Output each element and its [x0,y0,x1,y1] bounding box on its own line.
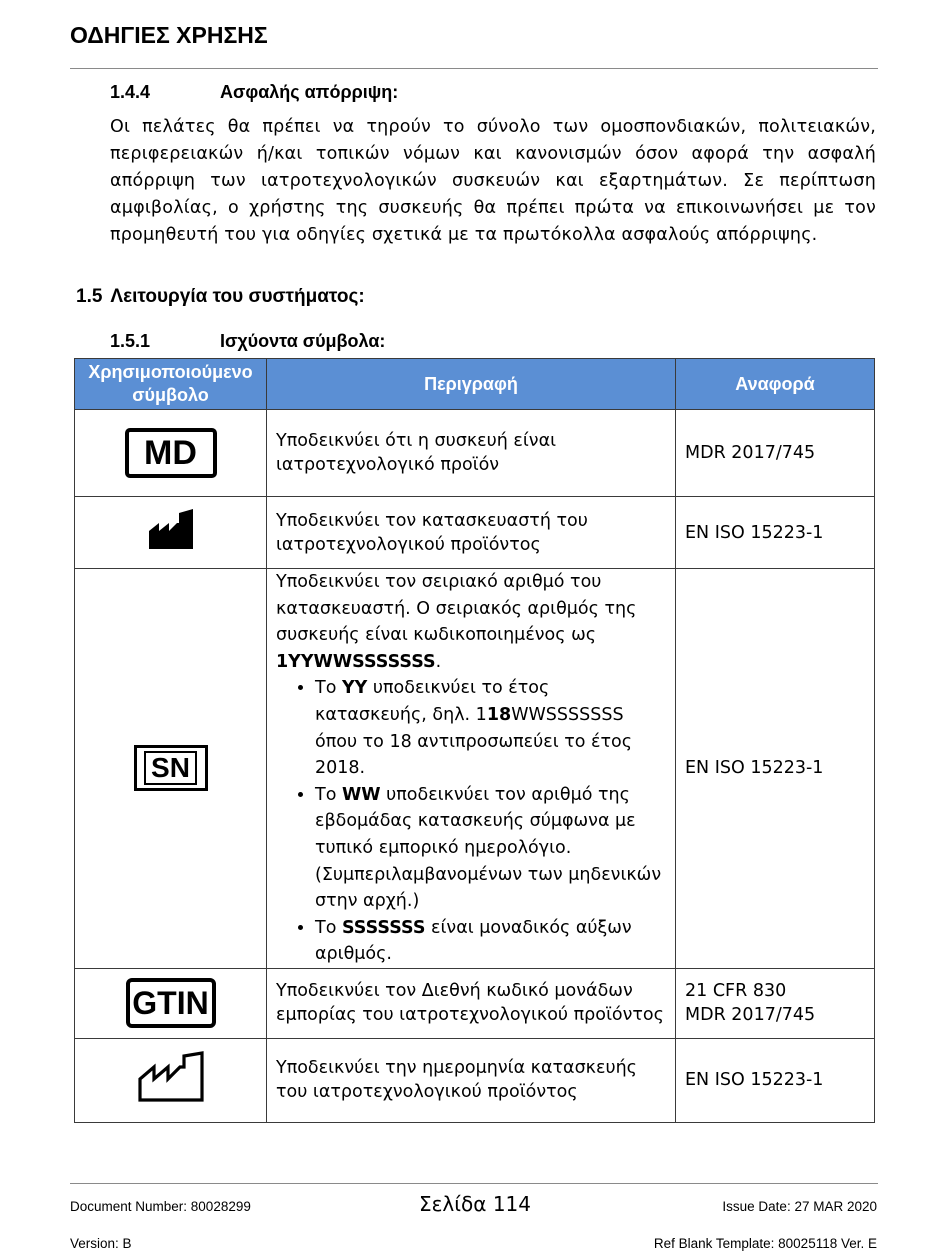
page-number: Σελίδα 114 [418,1192,531,1216]
serial-code: 1YYWWSSSSSSS [276,651,436,672]
header-symbol-line2: σύμβολο [132,385,209,405]
symbol-cell [75,497,267,569]
footer-divider [70,1183,878,1184]
section-number: 1.5.1 [110,331,151,351]
description-cell: Υποδεικνύει την ημερομηνία κατασκευής του ιατροτεχνολογικού προϊόντος [267,1038,676,1122]
list-item [315,675,666,781]
list-item [315,782,666,915]
table-row [75,968,875,1038]
section-title: Λειτουργία του συστήματος: [110,286,365,307]
symbol-cell [75,410,267,497]
description-cell: Υποδεικνύει τον κατασκευαστή του ιατροτεχνολογικού προϊόντος [267,497,676,569]
bullet-text: Το [315,917,342,938]
reference-line: 21 CFR 830 [685,981,787,1002]
reference-cell: MDR 2017/745 [676,410,875,497]
section-number: 1.4.4 [110,82,151,102]
manufacturer-icon [147,507,195,551]
reference-cell [676,968,875,1038]
serial-number-bullet-list [276,675,666,968]
section-1-4-4-body: Οι πελάτες θα πρέπει να τηρούν το σύνολο των ομοσπονδιακών, πολιτειακών, περιφερειακών ή/και τοπικών νόμων και κανονισμών όσον αφορά την ασφαλή απόρριψη των ιατροτεχνολογικών συσκευών και εξαρτημάτων. Σε περίπτωση αμφιβολίας, ο χρήστης της συσκευής θα πρέπει πρώτα να επικοινωνήσει με τον προμηθευτή του για οδηγίες σχετικά με τα πρωτόκολλα ασφαλούς απόρριψης. [110,117,876,245]
serial-number-intro [276,569,666,675]
header-symbol-line1: Χρησιμοποιούμενο [88,362,253,382]
section-1-5-heading [76,286,365,308]
section-1-5-1-heading [110,331,385,352]
md-icon: MD [125,428,217,478]
intro-text: Υποδεικνύει τον σειριακό αριθμό του κατασκευαστή. Ο σειριακός αριθμός της συσκευής είναι κωδικοποιημένος ως [276,572,637,646]
bullet-bold: SSSSSSS [341,917,426,938]
table-row [75,569,875,969]
document-title: ΟΔΗΓΙΕΣ ΧΡΗΣΗΣ [70,22,268,48]
description-cell: Υποδεικνύει ότι η συσκευή είναι ιατροτεχνολογικό προϊόν [267,410,676,497]
serial-number-icon [134,745,208,791]
symbol-cell [75,968,267,1038]
list-item [315,915,666,968]
version: Version: B [70,1236,132,1251]
reference-cell: EN ISO 15223-1 [676,497,875,569]
reference-cell: EN ISO 15223-1 [676,569,875,969]
description-cell [267,569,676,969]
bullet-text: Το [315,678,342,699]
issue-date: Issue Date: 27 MAR 2020 [722,1199,877,1214]
reference-cell: EN ISO 15223-1 [676,1038,875,1122]
description-cell: Υποδεικνύει τον Διεθνή κωδικό μονάδων εμπορίας του ιατροτεχνολογικού προϊόντος [267,968,676,1038]
column-header-symbol [75,359,267,410]
section-1-4-4-heading [110,82,398,103]
column-header-description: Περιγραφή [267,359,676,410]
symbols-table [74,358,875,1123]
bullet-bold: YY [341,678,368,699]
table-row [75,497,875,569]
intro-period: . [435,651,442,672]
symbol-cell [75,569,267,969]
gtin-icon: GTIN [126,978,216,1028]
date-of-manufacture-icon [136,1051,206,1103]
bullet-text: WWSSSSSSS όπου το 18 αντιπροσωπεύει το έτος 2018. [315,704,632,779]
header-divider [70,68,878,69]
bullet-text: υποδεικνύει τον αριθμό της εβδομάδας κατασκευής σύμφωνα με τυπικό εμπορικό ημερολόγιο. (Συμπεριλαμβανομένων των μηδενικών στην αρχή.) [315,784,662,912]
bullet-bold: 18 [486,704,512,725]
reference-line: MDR 2017/745 [685,1005,816,1026]
bullet-text: Το [315,784,342,805]
serial-number-icon-text: SN [144,751,197,785]
table-row [75,410,875,497]
template-reference: Ref Blank Template: 80025118 Ver. E [653,1236,877,1251]
section-number: 1.5 [76,286,103,307]
section-title: Ισχύοντα σύμβολα: [220,331,386,351]
section-title: Ασφαλής απόρριψη: [220,82,399,102]
bullet-text: υποδεικνύει το έτος κατασκευής, δηλ. 1 [315,678,550,725]
symbol-cell [75,1038,267,1122]
column-header-reference: Αναφορά [676,359,875,410]
bullet-bold: WW [341,784,381,805]
bullet-text: είναι μοναδικός αύξων αριθμός. [315,917,632,965]
document-number: Document Number: 80028299 [70,1199,251,1214]
table-header-row [75,359,875,410]
table-row [75,1038,875,1122]
